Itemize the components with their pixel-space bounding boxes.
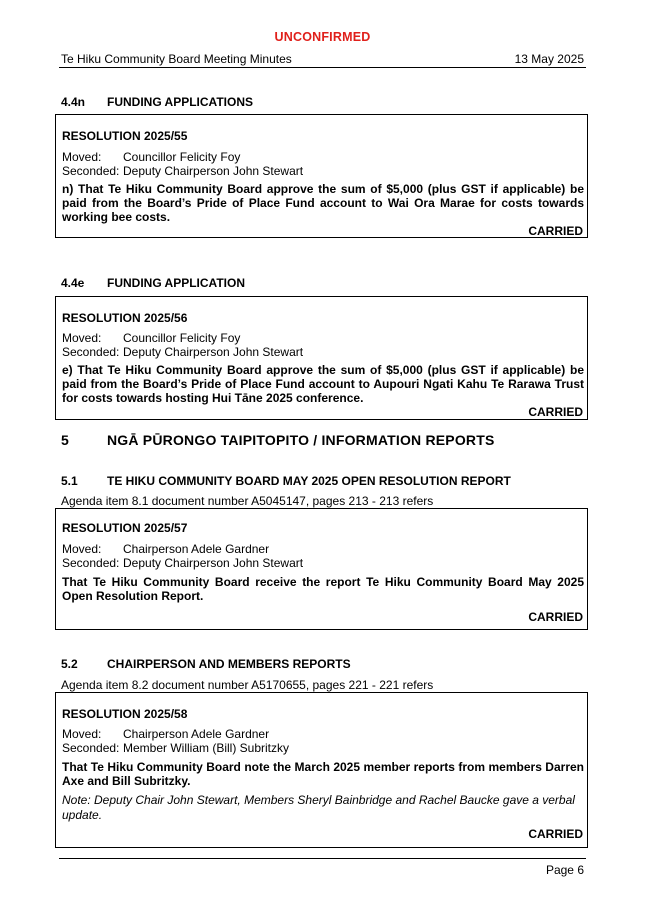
moved-by: Councillor Felicity Foy bbox=[123, 150, 241, 164]
resolution-motion: That Te Hiku Community Board note the March 2025 member reports from members Darren Axe and Bill Subritzky. bbox=[62, 760, 584, 789]
moved-row bbox=[62, 727, 269, 741]
resolution-box bbox=[55, 692, 588, 848]
seconded-by: Deputy Chairperson John Stewart bbox=[123, 345, 304, 359]
section-number: 5.1 bbox=[61, 474, 78, 488]
resolution-box bbox=[55, 114, 588, 238]
section-number: 5.2 bbox=[61, 657, 78, 671]
resolution-box bbox=[55, 508, 588, 630]
seconded-label: Seconded: bbox=[62, 556, 120, 570]
moved-label: Moved: bbox=[62, 150, 102, 164]
moved-by: Councillor Felicity Foy bbox=[123, 331, 241, 345]
resolution-motion: n) That Te Hiku Community Board approve the sum of $5,000 (plus GST if applicable) be paid from the Board’s Pride of Place Fund account to Wai Ora Marae for costs towards working bee costs. bbox=[62, 182, 584, 225]
section-heading: CHAIRPERSON AND MEMBERS REPORTS bbox=[107, 657, 351, 671]
moved-label: Moved: bbox=[62, 331, 102, 345]
seconded-label: Seconded: bbox=[62, 741, 120, 755]
resolution-title: RESOLUTION 2025/57 bbox=[62, 521, 188, 535]
seconded-row bbox=[62, 164, 303, 178]
moved-row bbox=[62, 542, 269, 556]
carried-status: CARRIED bbox=[528, 405, 583, 419]
section-heading: FUNDING APPLICATIONS bbox=[107, 95, 253, 109]
moved-label: Moved: bbox=[62, 727, 102, 741]
seconded-row bbox=[62, 556, 303, 570]
seconded-label: Seconded: bbox=[62, 164, 120, 178]
section-heading: FUNDING APPLICATION bbox=[107, 276, 245, 290]
document-title: Te Hiku Community Board Meeting Minutes bbox=[61, 52, 292, 66]
page-number: Page 6 bbox=[545, 863, 584, 877]
major-section-heading: NGĀ PŪRONGO TAIPITOPITO / INFORMATION REPORTS bbox=[107, 432, 495, 448]
footer-divider bbox=[59, 858, 586, 859]
carried-status: CARRIED bbox=[528, 610, 583, 624]
moved-row bbox=[62, 150, 240, 164]
resolution-motion: That Te Hiku Community Board receive the report Te Hiku Community Board May 2025 Open Resolution Report. bbox=[62, 575, 584, 604]
seconded-row bbox=[62, 741, 289, 755]
header-divider bbox=[59, 67, 586, 68]
resolution-title: RESOLUTION 2025/58 bbox=[62, 707, 188, 721]
resolution-note: Note: Deputy Chair John Stewart, Members Sheryl Bainbridge and Rachel Baucke gave a verbal update. bbox=[62, 793, 575, 822]
resolution-title: RESOLUTION 2025/55 bbox=[62, 129, 188, 143]
seconded-by: Deputy Chairperson John Stewart bbox=[123, 556, 304, 570]
carried-status: CARRIED bbox=[528, 827, 583, 841]
carried-status: CARRIED bbox=[528, 224, 583, 238]
moved-row bbox=[62, 331, 240, 345]
resolution-box bbox=[55, 296, 588, 420]
section-number: 4.4n bbox=[61, 95, 86, 109]
seconded-label: Seconded: bbox=[62, 345, 120, 359]
agenda-reference: Agenda item 8.1 document number A5045147, pages 213 - 213 refers bbox=[61, 494, 434, 508]
resolution-motion: e) That Te Hiku Community Board approve the sum of $5,000 (plus GST if applicable) be paid from the Board’s Pride of Place Fund account to Aupouri Ngati Kahu Te Rarawa Trust for costs towards hosting Hui Tāne 2025 conference. bbox=[62, 363, 584, 406]
section-number: 4.4e bbox=[61, 276, 85, 290]
section-heading: TE HIKU COMMUNITY BOARD MAY 2025 OPEN RESOLUTION REPORT bbox=[107, 474, 511, 488]
major-section-number: 5 bbox=[61, 432, 69, 448]
agenda-reference: Agenda item 8.2 document number A5170655, pages 221 - 221 refers bbox=[61, 678, 434, 692]
resolution-title: RESOLUTION 2025/56 bbox=[62, 311, 188, 325]
moved-label: Moved: bbox=[62, 542, 102, 556]
seconded-by: Deputy Chairperson John Stewart bbox=[123, 164, 304, 178]
seconded-row bbox=[62, 345, 303, 359]
moved-by: Chairperson Adele Gardner bbox=[123, 727, 270, 741]
moved-by: Chairperson Adele Gardner bbox=[123, 542, 270, 556]
unconfirmed-status: UNCONFIRMED bbox=[274, 30, 371, 44]
seconded-by: Member William (Bill) Subritzky bbox=[123, 741, 290, 755]
meeting-date: 13 May 2025 bbox=[514, 52, 584, 66]
